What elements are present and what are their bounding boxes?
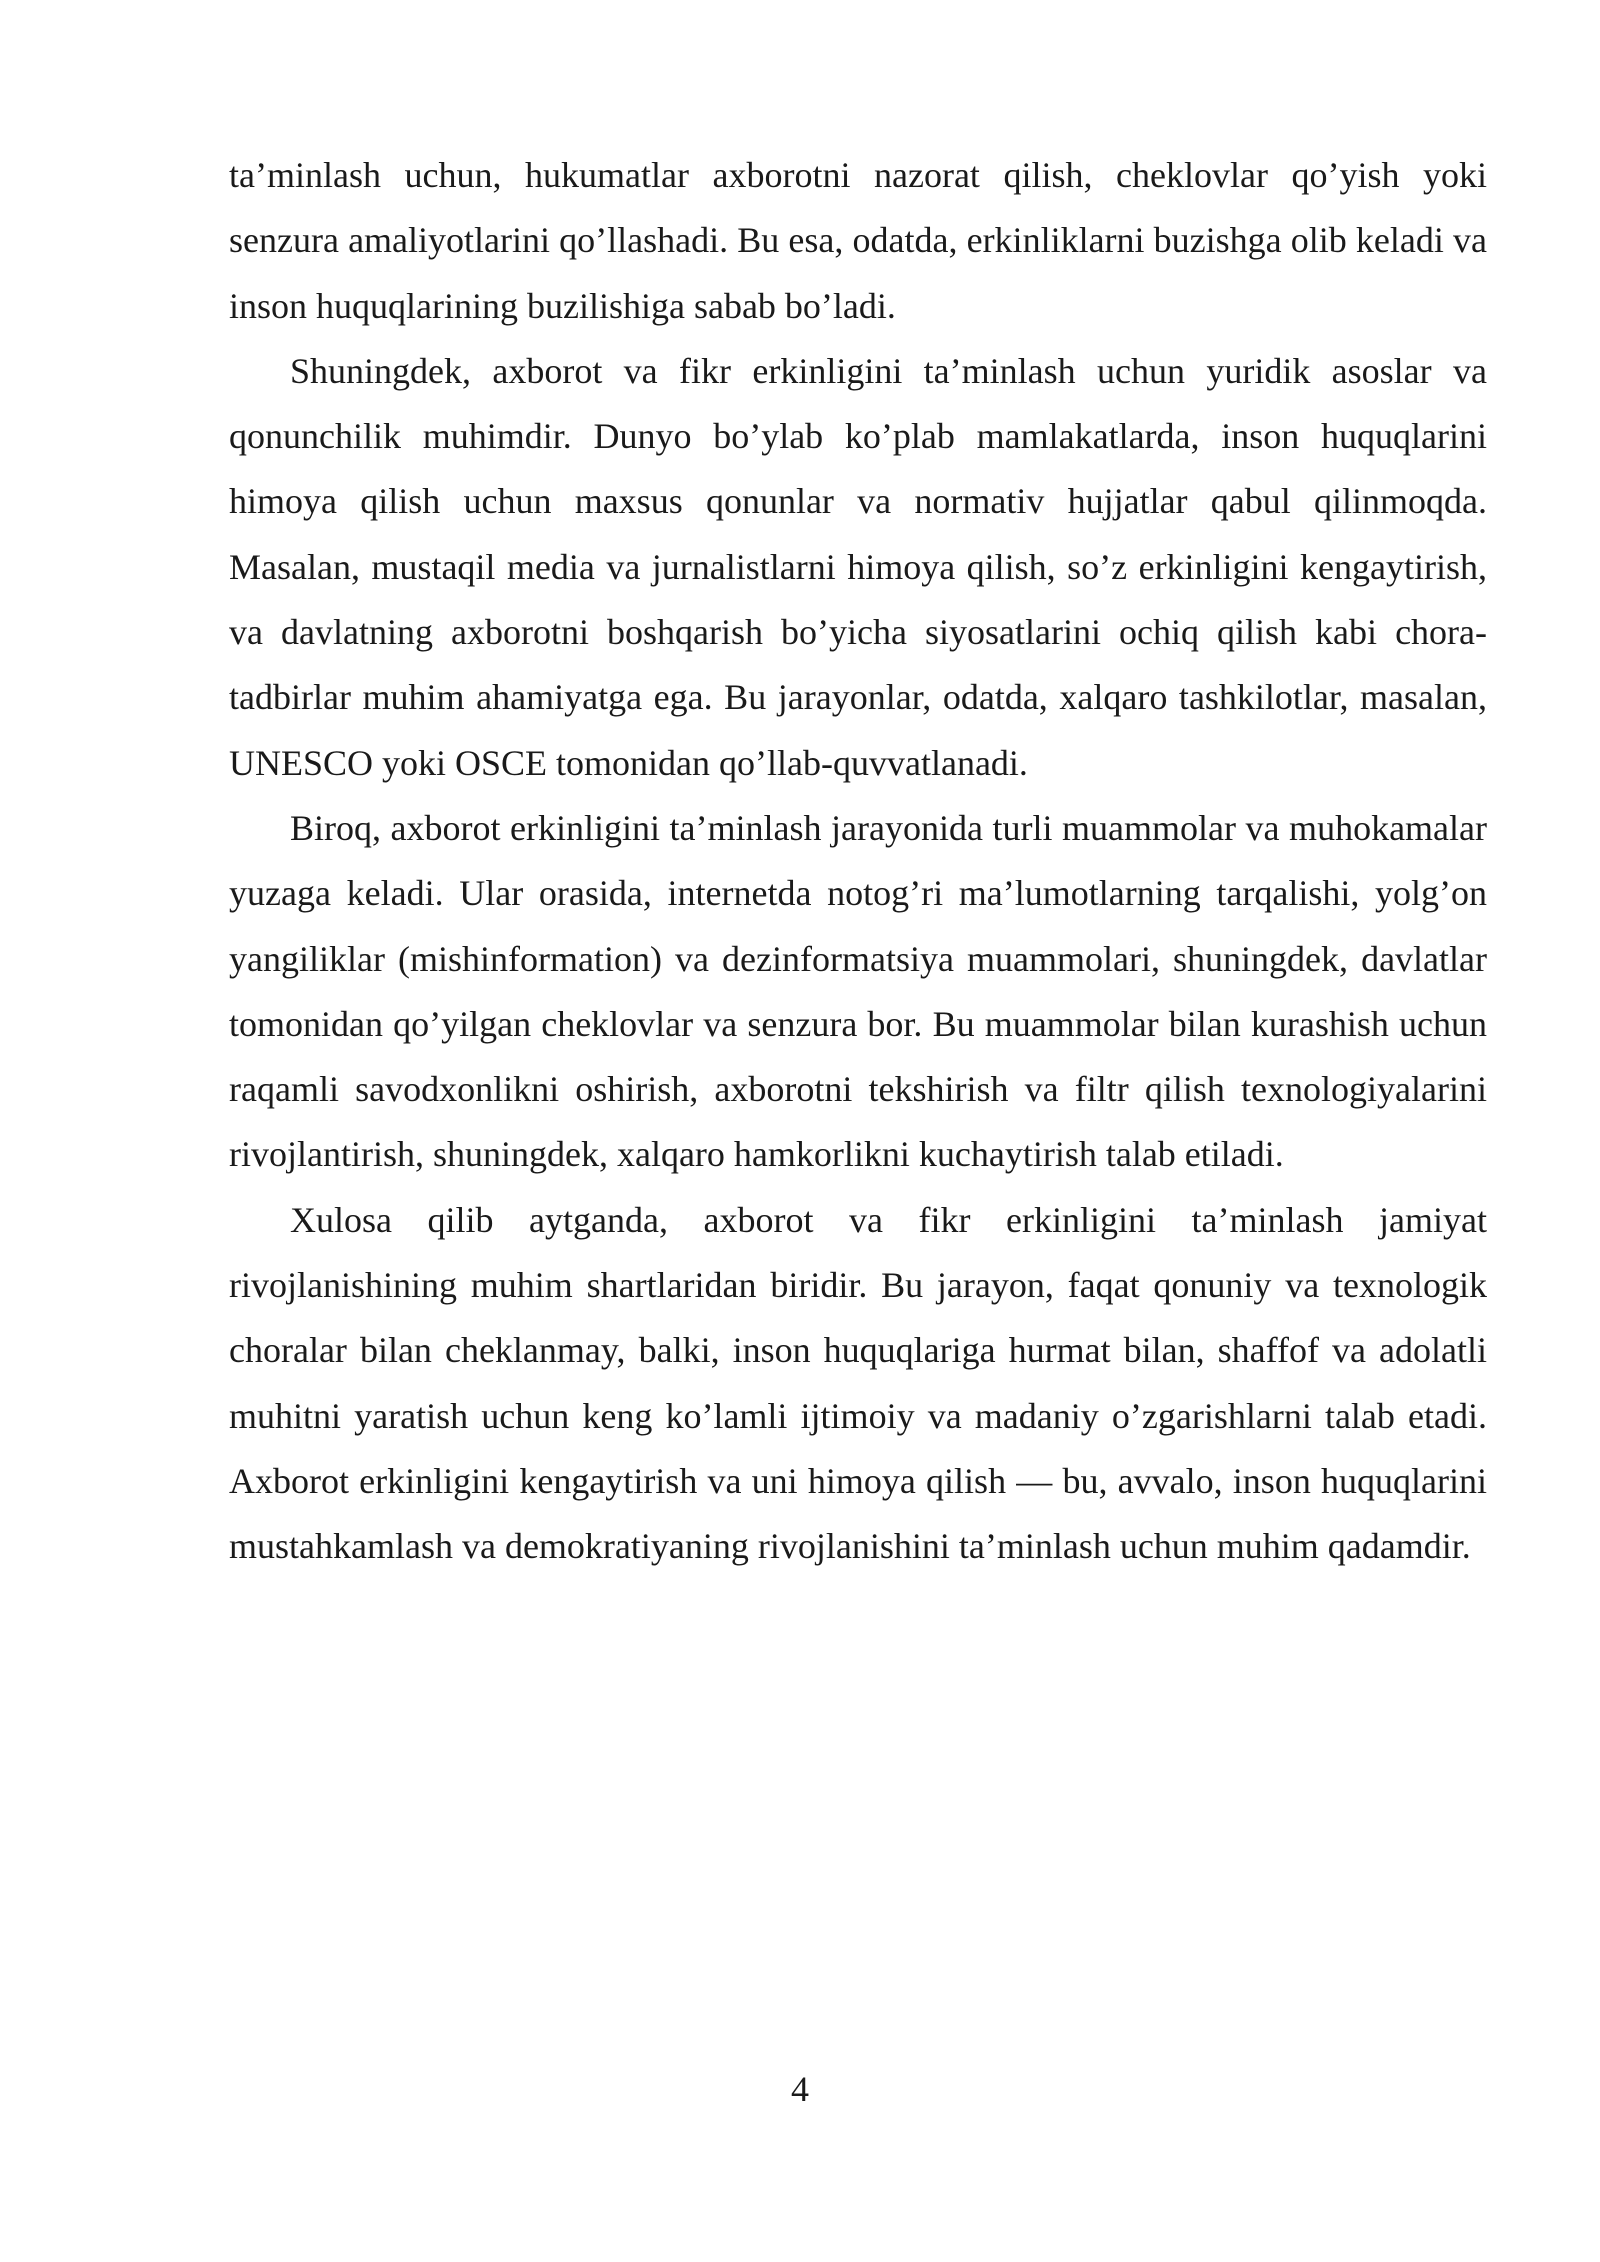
paragraph-1: ta’minlash uchun, hukumatlar axborotni nazorat qilish, cheklovlar qo’yish yoki senzura amaliyotlarini qo’llashadi. Bu esa, odatda, erkinliklarni buzishga olib keladi va inson huquqlarining buzilishiga sabab bo’ladi. [229,155,1487,326]
paragraph-4: Xulosa qilib aytganda, axborot va fikr erkinligini ta’minlash jamiyat rivojlanishining muhim shartlaridan biridir. Bu jarayon, faqat qonuniy va texnologik choralar bilan cheklanmay, balki, inson huquqlariga hurmat bilan, shaffof va adolatli muhitni yaratish uchun keng ko’lamli ijtimoiy va madaniy o’zgarishlarni talab etadi. Axborot erkinligini kengaytirish va uni himoya qilish — bu, avvalo, inson huquqlarini mustahkamlash va demokratiyaning rivojlanishini ta’minlash uchun muhim qadamdir. [229,1199,1487,1567]
paragraph-2: Shuningdek, axborot va fikr erkinligini ta’minlash uchun yuridik asoslar va qonunchilik muhimdir. Dunyo bo’ylab ko’plab mamlakatlarda, inson huquqlarini himoya qilish uchun maxsus qonunlar va normativ hujjatlar qabul qilinmoqda. Masalan, mustaqil media va jurnalistlarni himoya qilish, so’z erkinligini kengaytirish, va davlatning axborotni boshqarish bo’yicha siyosatlarini ochiq qilish kabi chora-tadbirlar muhim ahamiyatga ega. Bu jarayonlar, odatda, xalqaro tashkilotlar, masalan, UNESCO yoki OSCE tomonidan qo’llab-quvvatlanadi. [229,350,1487,783]
page-number: 4 [791,2069,809,2109]
paragraph-3: Biroq, axborot erkinligini ta’minlash jarayonida turli muammolar va muhokamalar yuzaga keladi. Ular orasida, internetda notog’ri ma’lumotlarning tarqalishi, yolg’on yangiliklar (mishinformation) va dezinformatsiya muammolari, shuningdek, davlatlar tomonidan qo’yilgan cheklovlar va senzura bor. Bu muammolar bilan kurashish uchun raqamli savodxonlikni oshirish, axborotni tekshirish va filtr qilish texnologiyalarini rivojlantirish, shuningdek, xalqaro hamkorlikni kuchaytirish talab etiladi. [229,807,1487,1175]
document-body [229,143,1487,1580]
